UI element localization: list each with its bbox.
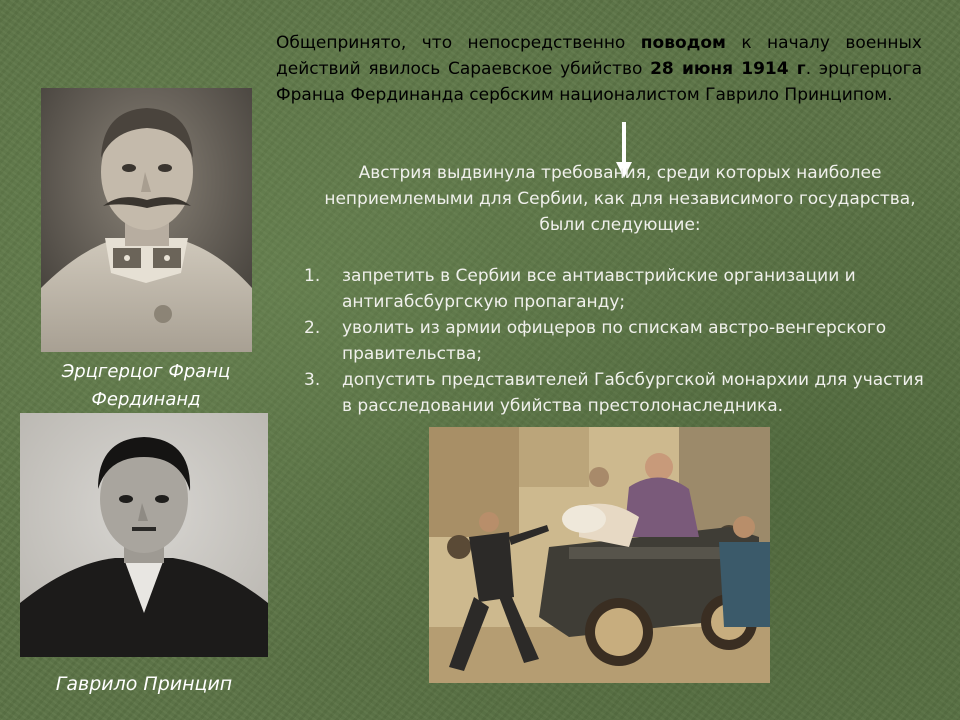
demand-text: уволить из армии офицеров по спискам австро-венгерского правительства; <box>342 318 887 364</box>
princip-portrait <box>20 413 268 657</box>
demand-number: 3. <box>304 370 321 390</box>
ferdinand-portrait <box>41 88 252 352</box>
demand-text: запретить в Сербии все антиавстрийские организации и антигабсбургскую пропаганду; <box>342 266 856 312</box>
demands-list <box>304 263 924 419</box>
demand-item <box>304 263 924 315</box>
demand-text: допустить представителей Габсбургской монархии для участия в расследовании убийства престолонаследника. <box>342 370 924 416</box>
demand-item <box>304 315 924 367</box>
intro-text-1: Общепринято, что непосредственно <box>276 33 641 53</box>
demands-intro: Австрия выдвинула требования, среди которых наиболее неприемлемыми для Сербии, как для независимого государства, были следующие: <box>324 163 916 235</box>
intro-bold-date: 28 июня 1914 г <box>650 59 806 79</box>
assassination-illustration <box>429 427 770 683</box>
intro-text-2: к началу военных действий явилось Сараевское убийство <box>276 33 922 79</box>
demand-number: 2. <box>304 318 321 338</box>
intro-paragraph <box>276 30 922 108</box>
princip-caption: Гаврило Принцип <box>55 673 233 695</box>
demand-number: 1. <box>304 266 321 286</box>
intro-bold-cause: поводом <box>640 33 726 53</box>
demand-item <box>304 367 924 419</box>
intro-text-3: . эрцгерцога Франца Фердинанда сербским националистом Гаврило Принципом. <box>276 59 922 105</box>
ferdinand-caption: Эрцгерцог Франц Фердинанд <box>61 361 231 410</box>
